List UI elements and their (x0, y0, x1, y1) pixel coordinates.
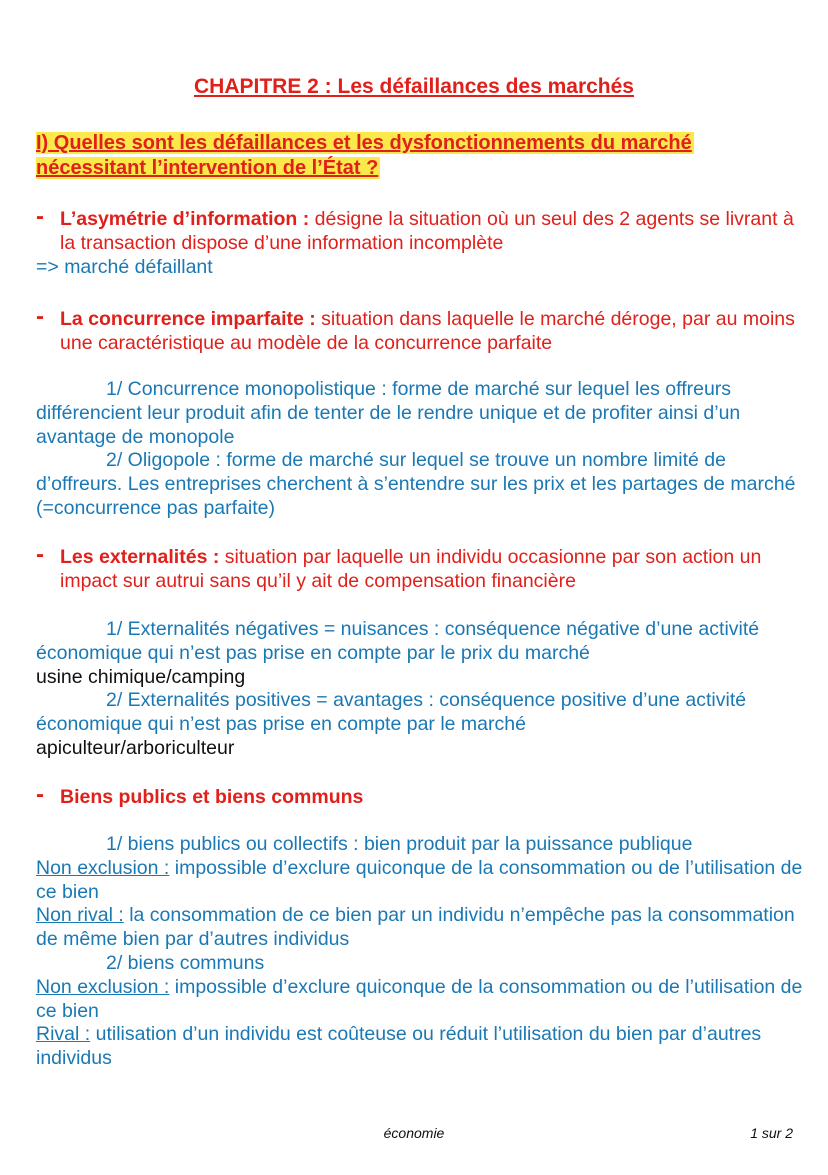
page-number: 1 sur 2 (750, 1125, 793, 1141)
biens-item-1: 1/ biens publics ou collectifs : bien produit par la puissance publique (106, 833, 693, 855)
externalites-section (36, 541, 806, 594)
property-label: Non exclusion : (36, 975, 170, 998)
externalites-example-1: usine chimique/camping (36, 665, 246, 688)
property-label: Non exclusion : (36, 856, 170, 879)
externalites-definition: situation par laquelle un individu occasionne par son action un impact sur autrui sans qu’il y ait de compensation financière (60, 546, 762, 592)
property-label: Rival : (36, 1023, 91, 1046)
biens-items (36, 833, 806, 1071)
externalites-item-2: 2/ Externalités positives = avantages : conséquence positive d’une activité économique qui n’est pas prise en compte par le marché (36, 689, 747, 736)
property-text: impossible d’exclure quiconque de la consommation ou de l’utilisation de ce bien (36, 856, 803, 903)
biens-item-2: 2/ biens communs (106, 951, 265, 974)
externalites-example-2: apiculteur/arboriculteur (36, 736, 235, 759)
concurrence-items (36, 378, 806, 521)
section-heading-text: I) Quelles sont les défaillances et les dysfonctionnements du marché nécessitant l’intervention de l’État ? (36, 132, 692, 179)
asymetrie-definition: désigne la situation où un seul des 2 agents se livrant à la transaction dispose d’une information incomplète (60, 208, 794, 254)
asymetrie-result: => marché défaillant (36, 255, 213, 278)
property-label: Non rival : (36, 904, 124, 927)
bullet-dash: - (36, 541, 44, 568)
footer-subject: économie (383, 1125, 445, 1141)
externalites-term: Les externalités : (60, 546, 220, 568)
asymetrie-term: L’asymétrie d’information : (60, 208, 310, 230)
biens-section (36, 781, 806, 810)
concurrence-item-2: 2/ Oligopole : forme de marché sur lequel se trouve un nombre limité de d’offreurs. Les entreprises cherchent à s’entendre sur les prix et les partages de marché (=concurrence pas parfaite) (36, 449, 796, 519)
externalites-items (36, 618, 806, 761)
biens-property-4 (36, 1023, 806, 1071)
property-text: la consommation de ce bien par un individu n’empêche pas la consommation de même bien par d’autres individus (36, 904, 795, 951)
externalites-item-1: 1/ Externalités négatives = nuisances : conséquence négative d’une activité économique qui n’est pas prise en compte par le prix du marché (36, 618, 760, 664)
bullet-dash: - (36, 203, 44, 230)
concurrence-definition: situation dans laquelle le marché déroge, par au moins une caractéristique au modèle de la concurrence parfaite (60, 308, 795, 354)
property-text: impossible d’exclure quiconque de la consommation ou de l’utilisation de ce bien (36, 975, 803, 1022)
chapter-title: CHAPITRE 2 : Les défaillances des marchés (193, 75, 634, 98)
bullet-dash: - (36, 303, 44, 330)
bullet-dash: - (36, 781, 44, 808)
section-heading (36, 131, 776, 180)
property-text: utilisation d’un individu est coûteuse ou réduit l’utilisation du bien par d’autres individus (36, 1023, 762, 1070)
asymetrie-section (36, 203, 806, 279)
biens-property-1 (36, 857, 806, 905)
biens-property-3 (36, 976, 806, 1024)
concurrence-section (36, 303, 806, 356)
concurrence-term: La concurrence imparfaite : (60, 308, 316, 330)
biens-term: Biens publics et biens communs (60, 786, 364, 808)
concurrence-item-1: 1/ Concurrence monopolistique : forme de marché sur lequel les offreurs différencient leur produit afin de tenter de le rendre unique et de profiter ainsi d’un avantage de monopole (36, 378, 741, 448)
biens-property-2 (36, 904, 806, 952)
